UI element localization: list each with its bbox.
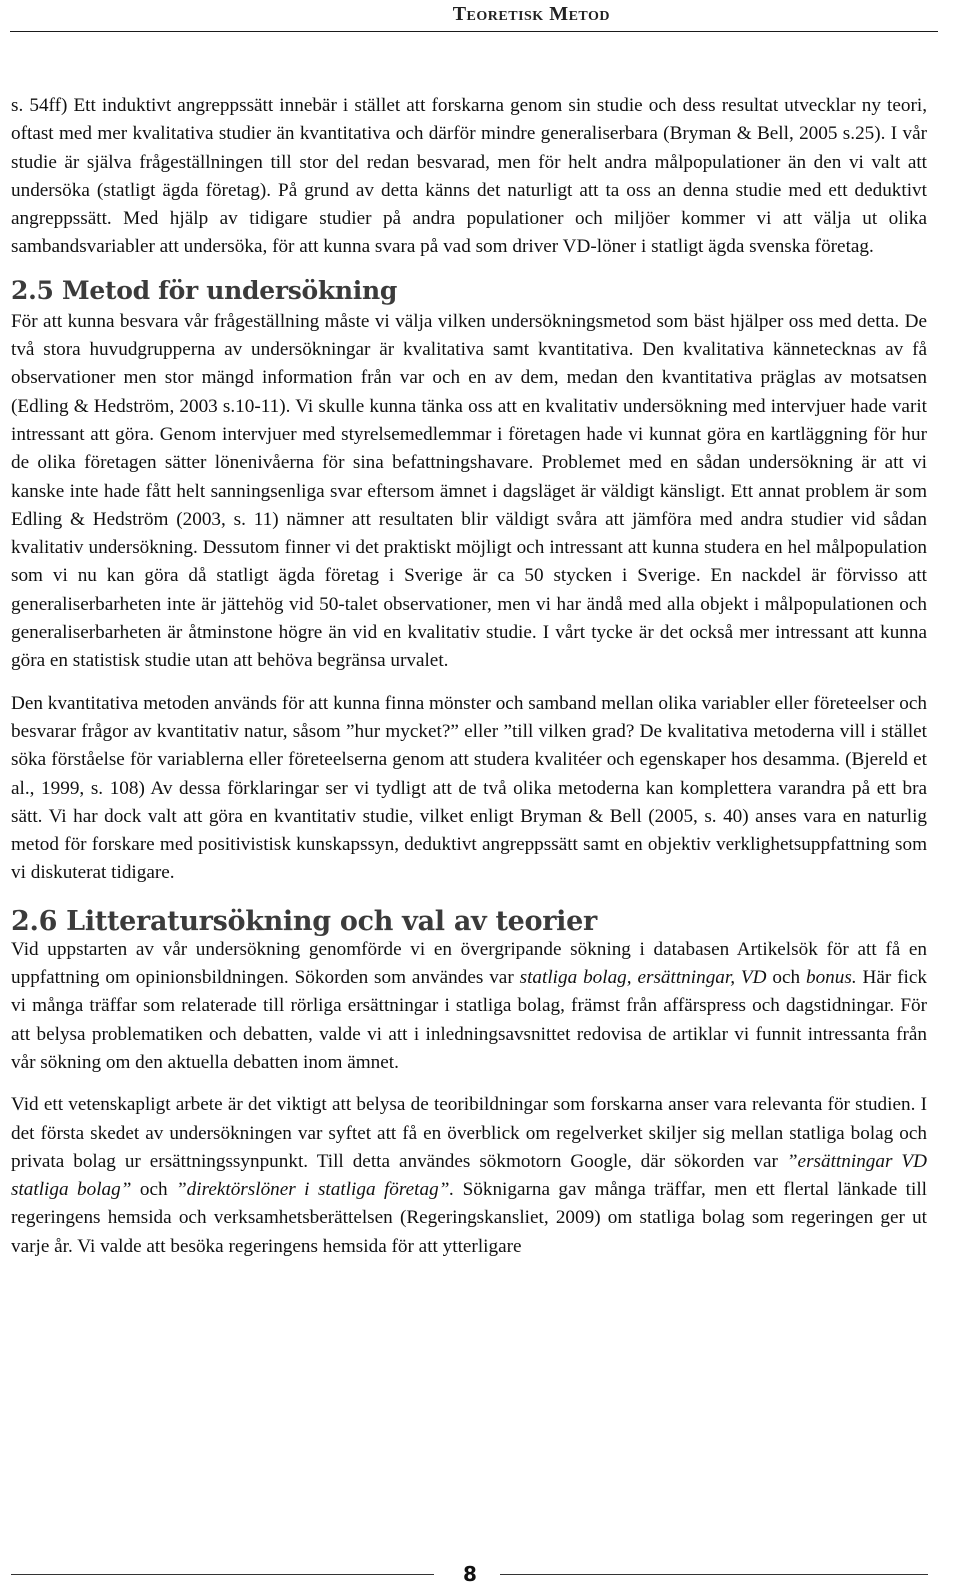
text-run: Söknigarna gav många träffar, men ett flertal länkade till regeringens hemsida och verksamhetsberättelsen (Regeringskansliet, 2009) om statliga bolag som regeringen ger ut varje år. Vi valde att besöka regeringens hemsida för att ytterligare bbox=[11, 1179, 927, 1257]
paragraph-gap bbox=[11, 1077, 927, 1091]
text-run: och bbox=[766, 967, 806, 989]
paragraph-uppstarten bbox=[11, 936, 927, 1077]
italic-search-query-1: ”ersättningar VD statliga bolag” bbox=[11, 1150, 927, 1201]
page-number: 8 bbox=[463, 1562, 477, 1586]
paragraph-deduktivt: s. 54ff) Ett induktivt angreppssätt innebär i stället att forskarna genom sin studie och dess resultat utvecklar ny teori, oftast med mer kvalitativa studier än kvantitativa och därför mindre generaliserbara (Bryman & Bell, 2005 s.25). I vår studie är själva frågeställningen till stor del redan besvarad, men för helt andra målpopulationer än den vi valt att undersöka (statligt ägda företag). På grund av detta känns det naturligt att ta oss an denna studie med ett deduktivt angreppssätt. Med hjälp av tidigare studier på andra populationer och miljöer kommer vi att välja ut olika sambandsvariabler att undersöka, för att kunna svara på vad som driver VD-löner i statligt ägda svenska företag. bbox=[11, 95, 927, 258]
italic-search-query-2: ”direktörslöner i statliga företag”. bbox=[176, 1179, 455, 1201]
paragraph-gap bbox=[11, 676, 927, 690]
italic-search-term-bonus: bonus. bbox=[805, 967, 857, 989]
text-run: och bbox=[131, 1179, 176, 1201]
paragraph-kvantitativa: Den kvantitativa metoden används för att kunna finna mönster och samband mellan olika variabler eller företeelser och besvarar frågor av kvantitativ natur, såsom ”hur mycket?” eller ”till vilken grad? De kvalitativa metoderna vill i stället söka förståelse för variablerna eller företeelserna genom att studera kvalitéer och egenskaper hos desamma. (Bjereld et al., 1999, s. 108) Av dessa förklaringar ser vi tydligt att de två olika metoderna kan komplettera varandra på ett bra sätt. Vi har dock valt att göra en kvantitativ studie, vilket enligt Bryman & Bell (2005, s. 40) anses vara en naturlig metod för forskare med positivistisk kunskapssyn, deduktivt angreppssätt samt en objektiv verklighetsuppfattning som vi diskuterat tidigare. bbox=[11, 692, 927, 884]
page-header bbox=[0, 0, 960, 30]
footer-rule-right bbox=[500, 1574, 928, 1575]
paragraph-vetenskapligt bbox=[11, 1091, 927, 1261]
section-heading-2-6: 2.6 Litteratursökning och val av teorier bbox=[11, 905, 597, 937]
text-run: Här fick vi många träffar som relaterade till rörliga ersättningar i statliga bolag, främst från affärspress och dagstidningar. För att belysa problematiken och debatten, valde vi att i inledningsavsnittet redovisa de artiklar vi funnit intressanta från vår sökning om den aktuella debatten inom ämnet. bbox=[11, 967, 927, 1073]
italic-search-terms: statliga bolag, ersättningar, VD bbox=[519, 967, 767, 989]
text-run: Vid uppstarten av vår undersökning genomförde vi en övergripande sökning i databasen Artikelsök för att få en uppfattning om opinionsbildningen. Sökorden som användes var bbox=[11, 938, 927, 989]
document-body bbox=[11, 92, 927, 1261]
header-rule bbox=[10, 31, 938, 32]
running-header-title: Teoretisk Metod bbox=[452, 3, 610, 25]
paragraph-metod: För att kunna besvara vår frågeställning måste vi välja vilken undersökningsmetod som bäst hjälper oss med detta. De två stora huvudgrupperna av undersökningar är kvalitativa samt kvantitativa. Den kvalitativa kännetecknas av få observationer men stor mängd information från var och en av dem, medan den kvantitativa präglas av motsatsen (Edling & Hedström, 2003 s.10-11). Vi skulle kunna tänka oss att en kvalitativ undersökning med intervjuer hade varit intressant att göra. Genom intervjuer med styrelsemedlemmar i företagen hade vi kunnat göra en kartläggning för hur de olika företagen sätter lönenivåerna för sina befattningshavare. Problemet med en sådan undersökning är att vi kanske inte hade fått helt sanningsenliga svar eftersom ämnet i dagsläget är väldigt känsligt. Ett annat problem är som Edling & Hedström (2003, s. 11) nämner att resultaten blir väldigt svåra att jämföra med andra studier vid sådan kvalitativ undersökning. Dessutom finner vi det praktiskt möjligt och intressant att kunna studera en hel målpopulation som vi nu kan göra då statligt ägda företag i Sverige är ca 50 stycken i Sverige. En nackdel är förvisso att generaliserbarheten inte är jättehög vid 50-talet observationer, men vi har ändå med alla objekt i målpopulationen och generaliserbarheten är åtminstone högre än vid en kvalitativ studie. I vårt tycke är det också mer intressant att kunna göra en statistisk studie utan att behöva begränsa urvalet. bbox=[11, 310, 927, 672]
section-heading-2-5: 2.5 Metod för undersökning bbox=[11, 275, 397, 305]
text-run: Vid ett vetenskapligt arbete är det viktigt att belysa de teoribildningar som forskarna anser vara relevanta för studien. I det första skedet av undersökningen var syftet att få en överblick om regelverket skiljer sig mellan statliga bolag och privata bolag ur ersättningssynpunkt. Till detta användes sökmotorn Google, där sökorden var bbox=[11, 1094, 927, 1172]
